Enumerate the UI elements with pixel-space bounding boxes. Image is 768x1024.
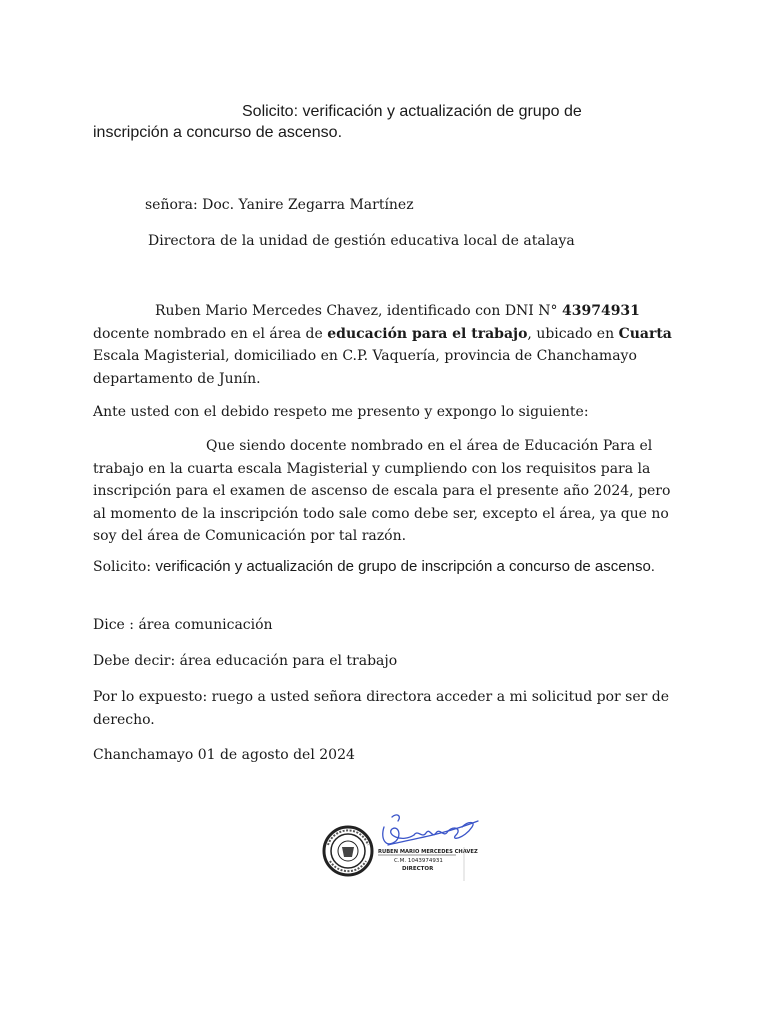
subject-text: Solicito: verificación y actualización de grupo de inscripción a concurso de ascenso. xyxy=(93,103,582,141)
signature-block xyxy=(322,805,492,895)
request-paragraph xyxy=(93,556,678,578)
body-paragraph xyxy=(93,435,678,548)
stamp-id-text: C.M. 1043974931 xyxy=(394,858,443,864)
body-text: Que siendo docente nombrado en el área de Educación Para el trabajo en la cuarta escala Magisterial y cumpliendo con los requisitos para la inscripción para el examen de ascenso de escala para el presente año 2024, pero al momento de la inscripción todo sale como debe ser, excepto el área, ya que no soy del área de Comunicación por tal razón. xyxy=(93,438,671,544)
por-lo-expuesto-paragraph: Por lo expuesto: ruego a usted señora directora acceder a mi solicitud por ser de derecho. xyxy=(93,689,670,728)
intro-paragraph xyxy=(93,300,678,390)
dni-number: 43974931 xyxy=(561,303,640,319)
official-seal-and-signature xyxy=(322,805,492,895)
recipient-title: Directora de la unidad de gestión educativa local de atalaya xyxy=(148,233,575,249)
recipient-name: señora: Doc. Yanire Zegarra Martínez xyxy=(145,197,414,213)
stamp-role-text: DIRECTOR xyxy=(402,866,434,872)
request-text: verificación y actualización de grupo de inscripción a concurso de ascenso. xyxy=(155,558,655,575)
intro-text-3: , ubicado en xyxy=(527,325,619,342)
place-date: Chanchamayo 01 de agosto del 2024 xyxy=(93,747,355,763)
name-stamp xyxy=(376,843,478,873)
intro-text-1: Ruben Mario Mercedes Chavez, identificado con DNI N° xyxy=(155,303,562,319)
round-stamp-icon xyxy=(324,827,372,875)
subject-heading xyxy=(93,101,653,143)
intro-text-4: Escala Magisterial, domiciliado en C.P. Vaquería, provincia de Chanchamayo departamento de Junín. xyxy=(93,348,637,387)
dice-line: Dice : área comunicación xyxy=(93,617,273,633)
ante-line: Ante usted con el debido respeto me presento y expongo lo siguiente: xyxy=(93,404,589,420)
intro-text-2: docente nombrado en el área de xyxy=(93,325,328,342)
request-label: Solicito: xyxy=(93,559,156,575)
escala-name: Cuarta xyxy=(618,325,672,342)
debe-decir-line: Debe decir: área educación para el trabajo xyxy=(93,653,398,669)
stamp-name-text: RUBEN MARIO MERCEDES CHAVEZ xyxy=(378,849,478,855)
handwritten-signature-icon xyxy=(383,815,478,845)
area-name: educación para el trabajo xyxy=(327,325,528,342)
